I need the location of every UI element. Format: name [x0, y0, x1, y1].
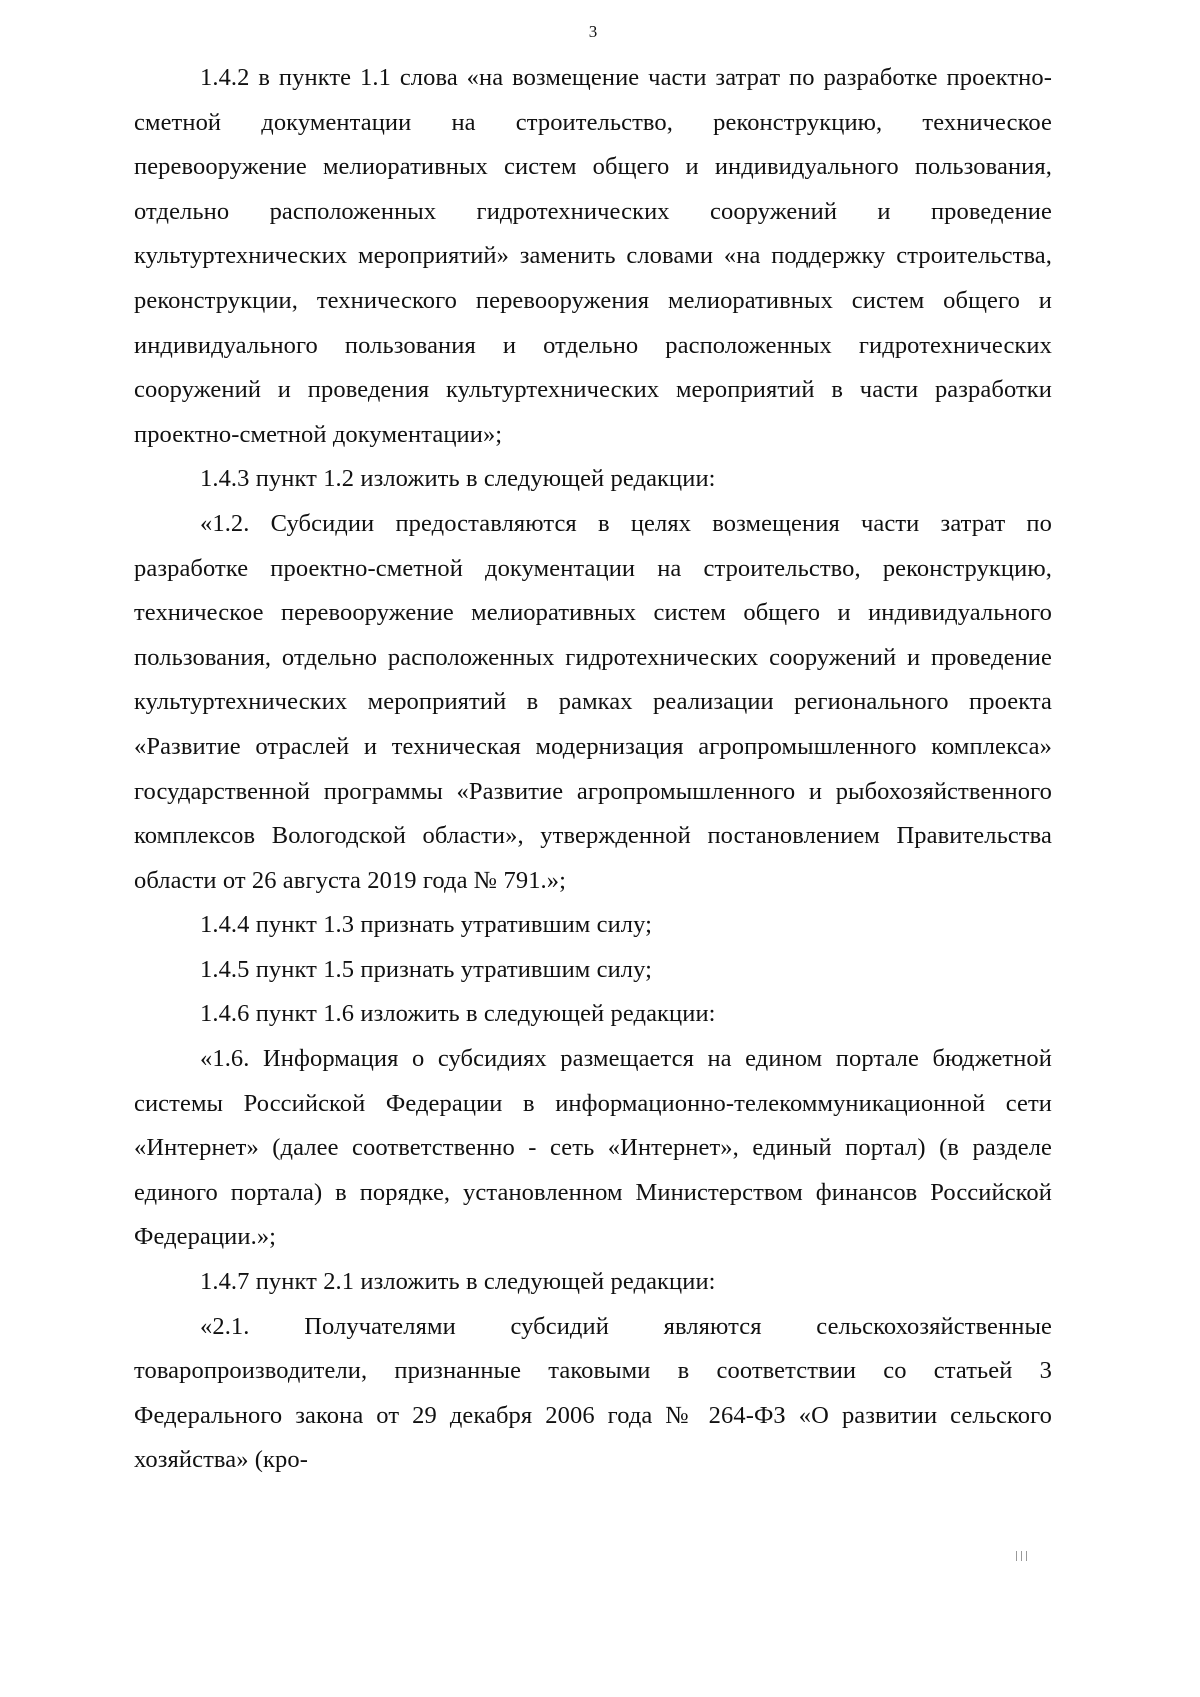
paragraph-2-1-quote: «2.1. Получателями субсидий являются сельскохозяйственные товаропроизводители, признанные таковыми в соответствии со статьей 3 Федерального закона от 29 декабря 2006 года № 264-ФЗ «О развитии сельского хозяйства» (кро- [134, 1312, 1052, 1474]
document-body [134, 56, 1052, 1483]
paragraph-1-4-3: 1.4.3 пункт 1.2 изложить в следующей редакции: [200, 465, 716, 493]
paragraph-1-4-2: 1.4.2 в пункте 1.1 слова «на возмещение части затрат по разработке проектно-сметной документации на строительство, реконструкцию, техническое перевооружение мелиоративных систем общего и индивидуального пользования, отдельно расположенных гидротехнических сооружений и проведение культуртехнических мероприятий» заменить словами «на поддержку строительства, реконструкции, технического перевооружения мелиоративных систем общего и индивидуального пользования и отдельно расположенных гидротехнических сооружений и проведения культуртехнических мероприятий в части разработки проектно-сметной документации»; [134, 64, 1052, 448]
page-number: 3 [588, 22, 598, 41]
paragraph-1-6-quote: «1.6. Информация о субсидиях размещается на едином портале бюджетной системы Российской Федерации в информационно-телекоммуникационной сети «Интернет» (далее соответственно - сеть «Интернет», единый портал) (в разделе единого портала) в порядке, установленном Министерством финансов Российской Федерации.»; [134, 1045, 1052, 1251]
paragraph-1-4-5: 1.4.5 пункт 1.5 признать утратившим силу; [200, 955, 653, 983]
paragraph-1-4-6: 1.4.6 пункт 1.6 изложить в следующей редакции: [200, 1000, 716, 1028]
paragraph-1-4-7: 1.4.7 пункт 2.1 изложить в следующей редакции: [200, 1268, 716, 1296]
paragraph-1-4-4: 1.4.4 пункт 1.3 признать утратившим силу; [200, 911, 653, 939]
scan-artifact [1016, 1548, 1056, 1562]
paragraph-1-2-quote: «1.2. Субсидии предоставляются в целях возмещения части затрат по разработке проектно-сметной документации на строительство, реконструкцию, техническое перевооружение мелиоративных систем общего и индивидуального пользования, отдельно расположенных гидротехнических сооружений и проведение культуртехнических мероприятий в рамках реализации регионального проекта «Развитие отраслей и техническая модернизация агропромышленного комплекса» государственной программы «Развитие агропромышленного и рыбохозяйственного комплексов Вологодской области», утвержденной постановлением Правительства области от 26 августа 2019 года № 791.»; [134, 509, 1052, 894]
